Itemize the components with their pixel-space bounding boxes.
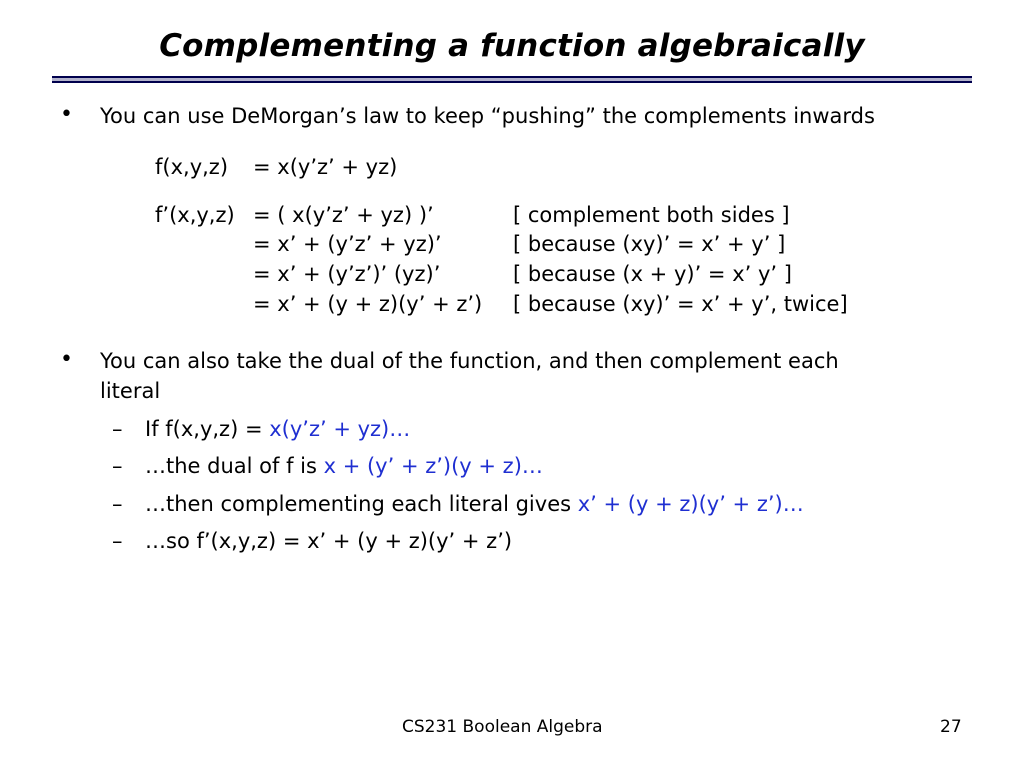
eq-row4-rhs: = x’ + (y + z)(y’ + z’): [253, 292, 483, 316]
eq-row2-note: [ because (xy)’ = x’ + y’ ]: [513, 232, 786, 256]
sub-item-2: [145, 451, 543, 481]
eq-row1-lhs: f’(x,y,z): [155, 203, 235, 227]
sub-item-3: [145, 489, 804, 519]
footer-page-number: 27: [940, 717, 962, 737]
footer-course: CS231 Boolean Algebra: [402, 717, 603, 737]
sub-dash-3: –: [112, 492, 123, 516]
sub-2-prefix: …the dual of f is: [145, 454, 324, 478]
bullet-1-text: You can use DeMorgan’s law to keep “pushing” the complements inwards: [100, 104, 875, 128]
sub-3-ellipsis: …: [782, 492, 804, 516]
sub-dash-1: –: [112, 417, 123, 441]
eq-row3-note: [ because (x + y)’ = x’ y’ ]: [513, 262, 792, 286]
bullet-marker-2: •: [60, 347, 73, 372]
slide-title: Complementing a function algebraically: [159, 28, 865, 64]
bullet-marker-1: •: [60, 102, 73, 127]
eq-row1-note: [ complement both sides ]: [513, 203, 790, 227]
bullet-2-line2: literal: [100, 379, 161, 403]
sub-item-1: [145, 414, 410, 444]
eq-row3-rhs: = x’ + (y’z’)’ (yz)’: [253, 262, 441, 286]
sub-2-expr: x + (y’ + z’)(y + z): [323, 454, 522, 478]
eq-row2-rhs: = x’ + (y’z’ + yz)’: [253, 232, 442, 256]
sub-dash-2: –: [112, 454, 123, 478]
bullet-2-line1: You can also take the dual of the function, and then complement each: [100, 349, 839, 373]
sub-3-expr: x’ + (y + z)(y’ + z’): [577, 492, 783, 516]
sub-dash-4: –: [112, 529, 123, 553]
title-divider: [52, 76, 972, 83]
eq-row1-rhs: = ( x(y’z’ + yz) )’: [253, 203, 434, 227]
sub-1-expr: x(y’z’ + yz): [269, 417, 390, 441]
eq-row0-rhs: = x(y’z’ + yz): [253, 155, 398, 179]
eq-row4-note: [ because (xy)’ = x’ + y’, twice]: [513, 292, 848, 316]
sub-2-ellipsis: …: [521, 454, 543, 478]
eq-row0-lhs: f(x,y,z): [155, 155, 229, 179]
sub-1-prefix: If f(x,y,z) =: [145, 417, 270, 441]
sub-1-ellipsis: …: [389, 417, 411, 441]
sub-3-prefix: …then complementing each literal gives: [145, 492, 578, 516]
sub-item-4: …so f’(x,y,z) = x’ + (y + z)(y’ + z’): [145, 529, 513, 553]
